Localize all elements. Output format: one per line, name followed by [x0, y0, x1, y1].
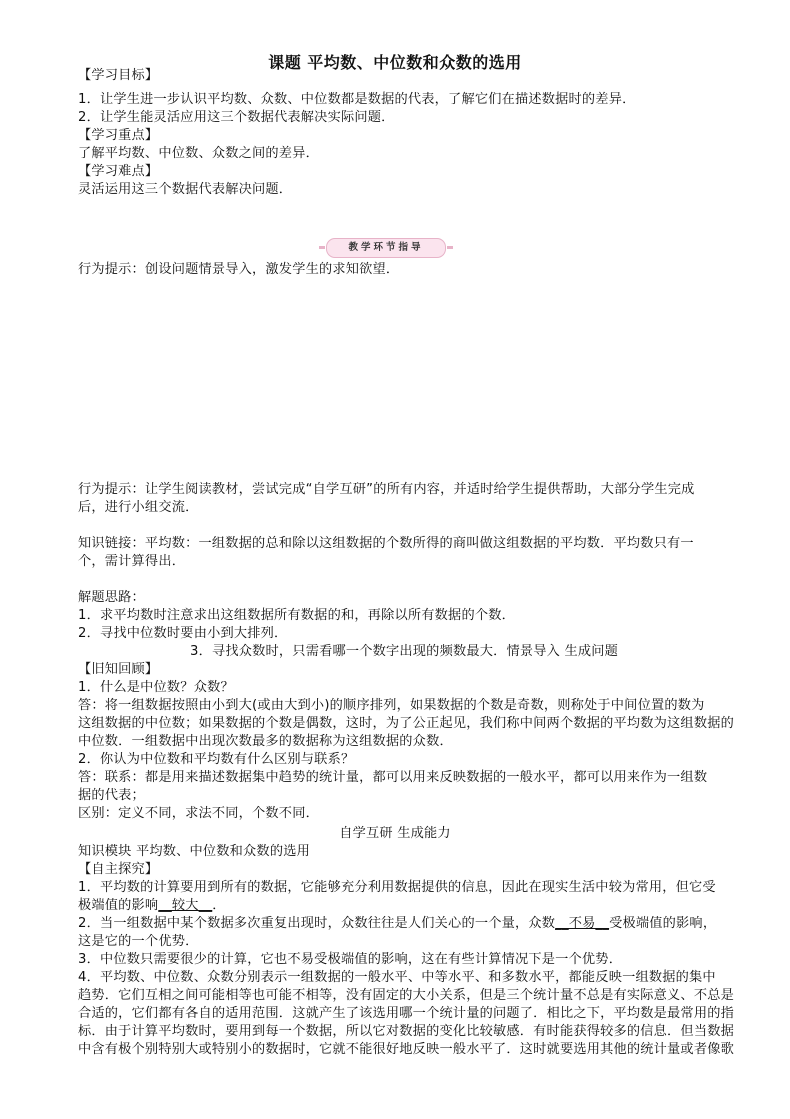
review-answer-2-line-3: 区别：定义不同，求法不同，个数不同． [78, 806, 319, 821]
explore-item-3: 3．中位数只需要很少的计算，它也不易受极端值的影响，这在有些计算情况下是一个优势． [78, 952, 623, 967]
solution-thoughts-heading: 解题思路： [78, 590, 145, 605]
blank-answer-not-easy: __不易__ [555, 916, 610, 931]
review-answer-2-line-2: 据的代表； [78, 788, 145, 803]
blank-answer-larger: __较大__ [158, 898, 213, 913]
explore-item-4-line-2: 趋势．它们互相之间可能相等也可能不相等，没有固定的大小关系，但是三个统计量不总是有实际意义、不总是 [78, 988, 734, 1003]
knowledge-link-cont: 个，需计算得出． [78, 554, 186, 569]
section-heading-key-points: 【学习重点】 [78, 128, 159, 143]
solution-thought-3: 3．寻找众数时，只需看哪一个数字出现的频数最大．情景导入 生成问题 [190, 644, 618, 659]
behavior-hint-2-cont: 后，进行小组交流． [78, 500, 199, 515]
explore-item-4-line-4: 标．由于计算平均数时，要用到每一个数据，所以它对数据的变化比较敏感．有时能获得较多的信息．但当数据 [78, 1024, 734, 1039]
behavior-hint-2: 行为提示：让学生阅读教材，尝试完成“自学互研”的所有内容，并适时给学生提供帮助，大部分学生完成 [78, 482, 695, 497]
review-question-1: 1．什么是中位数？众数？ [78, 680, 234, 695]
behavior-hint-1: 行为提示：创设问题情景导入，激发学生的求知欲望． [78, 262, 400, 277]
review-answer-1-line-1: 答：将一组数据按照由小到大(或由大到小)的顺序排列，如果数据的个数是奇数，则称处于中间位置的数为 [78, 698, 705, 713]
review-answer-1-line-3: 中位数．一组数据中出现次数最多的数据称为这组数据的众数． [78, 734, 453, 749]
objective-2: 2．让学生能灵活应用这三个数据代表解决实际问题． [78, 110, 395, 125]
explore-item-1: 1．平均数的计算要用到所有的数据，它能够充分利用数据提供的信息，因此在现实生活中较为常用，但它受 [78, 880, 716, 895]
page-title: 课题 平均数、中位数和众数的选用 [268, 53, 522, 72]
review-answer-1-line-2: 这组数据的中位数；如果数据的个数是偶数，这时，为了公正起见，我们称中间两个数据的平均数为这组数据的 [78, 716, 734, 731]
explore-item-1-suffix: ． [212, 898, 226, 913]
section-heading-objectives: 【学习目标】 [78, 68, 159, 83]
review-answer-2-line-1: 答：联系：都是用来描述数据集中趋势的统计量，都可以用来反映数据的一般水平，都可以用来作为一组数 [78, 770, 708, 785]
section-heading-difficulty: 【学习难点】 [78, 164, 159, 179]
solution-thought-1: 1．求平均数时注意求出这组数据所有数据的和，再除以所有数据的个数． [78, 608, 515, 623]
section-heading-explore: 【自主探究】 [78, 862, 159, 877]
key-point-text: 了解平均数、中位数、众数之间的差异． [78, 146, 319, 161]
explore-item-4-line-5: 中含有极个别特别大或特别小的数据时，它就不能很好地反映一般水平了．这时就要选用其他的统计量或者像歌 [78, 1042, 734, 1057]
solution-thought-2: 2．寻找中位数时要由小到大排列． [78, 626, 288, 641]
explore-item-1-cont [78, 898, 226, 914]
knowledge-module-heading: 知识模块 平均数、中位数和众数的选用 [78, 844, 310, 859]
explore-item-1-prefix: 极端值的影响 [78, 898, 159, 913]
explore-item-2-suffix: 受极端值的影响， [609, 916, 717, 931]
difficulty-text: 灵活运用这三个数据代表解决问题． [78, 182, 293, 197]
explore-item-4-line-1: 4．平均数、中位数、众数分别表示一组数据的一般水平、中等水平、和多数水平，都能反映一组数据的集中 [78, 970, 716, 985]
review-question-2: 2．你认为中位数和平均数有什么区别与联系？ [78, 752, 355, 767]
section-heading-self-study: 自学互研 生成能力 [339, 826, 451, 841]
explore-item-2 [78, 916, 716, 932]
explore-item-4-line-3: 合适的，它们都有各自的适用范围．这就产生了该选用哪一个统计量的问题了．相比之下，平均数是最常用的指 [78, 1006, 734, 1021]
section-heading-review: 【旧知回顾】 [78, 662, 159, 677]
objective-1: 1．让学生进一步认识平均数、众数、中位数都是数据的代表，了解它们在描述数据时的差异． [78, 92, 636, 107]
explore-item-2-cont: 这是它的一个优势． [78, 934, 199, 949]
knowledge-link: 知识链接：平均数：一组数据的总和除以这组数据的个数所得的商叫做这组数据的平均数．平均数只有一 [78, 536, 694, 551]
explore-item-2-prefix: 2．当一组数据中某个数据多次重复出现时，众数往往是人们关心的一个量，众数 [78, 916, 556, 931]
teaching-guide-banner: 教学环节指导 [326, 238, 446, 258]
